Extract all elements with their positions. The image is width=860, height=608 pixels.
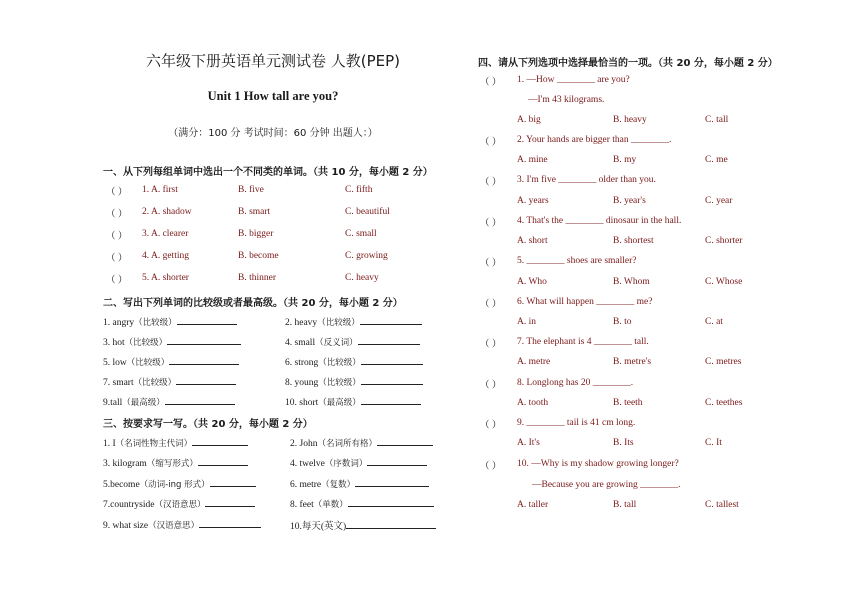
question-text: 5. ________ shoes are smaller? [517,256,637,266]
hint: （汉语意思） [148,521,200,531]
list-item [285,375,423,388]
option-c: C. small [345,229,377,239]
option-b: B. thinner [238,273,276,283]
option-a: A. metre [517,357,551,367]
word: 5. low [103,358,127,368]
answer-blank[interactable] [198,456,248,466]
list-item [103,456,248,469]
hint: （汉语意思） [154,500,206,510]
answer-blank[interactable] [346,519,436,529]
option-a: A. short [517,236,548,246]
answer-paren[interactable]: （ ） [480,340,502,350]
answer-blank[interactable] [169,355,239,365]
hint: （动词-ing 形式） [139,480,210,490]
option-a: A. Who [517,277,547,287]
question-text-2: —I'm 43 kilograms. [528,95,605,105]
word: 6. metre [290,480,322,490]
option-c: C. at [705,317,723,327]
word: 10.每天(英文) [290,522,347,532]
answer-paren[interactable]: （ ） [106,276,128,286]
option-b: B. heavy [613,115,647,125]
option-b: B. to [613,317,632,327]
word: 5.become [103,480,140,490]
hint: （比较级） [318,378,361,388]
answer-blank[interactable] [377,436,433,446]
answer-paren[interactable]: （ ） [106,210,128,220]
option-c: C. Whose [705,277,743,287]
option-b: B. smart [238,207,271,217]
hint: （单数） [313,500,348,510]
hint: （比较级） [133,378,177,388]
option-a: A. in [517,317,536,327]
option-a: A. It's [517,438,540,448]
word: 2. heavy [285,318,318,328]
answer-paren[interactable]: （ ） [480,138,502,148]
list-item [103,395,235,408]
answer-blank[interactable] [360,315,422,325]
option-b: B. year's [613,196,646,206]
option-c: C. tall [705,115,729,125]
word: 8. feet [290,500,314,510]
list-item [285,395,421,408]
section3-heading: 三、按要求写一写。（共 20 分，每小题 2 分） [103,419,313,430]
word: 3. kilogram [103,459,147,469]
option-b: B. Whom [613,277,650,287]
option-c: C. year [705,196,733,206]
list-item [103,335,241,348]
hint: （比较级） [126,358,170,368]
section2-heading: 二、写出下列单词的比较级或者最高级。（共 20 分，每小题 2 分） [103,298,403,309]
option-b: B. metre's [613,357,652,367]
list-item [285,335,420,348]
word: 1. I [103,439,116,449]
answer-paren[interactable]: （ ） [106,188,128,198]
hint: （比较级） [318,358,361,368]
hint: （名词性物主代词） [115,439,193,449]
question-text: 9. ________ tail is 41 cm long. [517,418,636,428]
answer-paren[interactable]: （ ） [106,232,128,242]
question-text: 7. The elephant is 4 ________ tall. [517,337,649,347]
option-c: C. beautiful [345,207,390,217]
answer-paren[interactable]: （ ） [480,381,502,391]
hint: （比较级） [134,318,177,328]
list-item [285,355,423,368]
word: 9. what size [103,521,149,531]
word: 2. John [290,439,318,449]
exam-meta: （满分：100 分 考试时间：60 分钟 出题人：） [168,128,378,139]
option-b: B. five [238,185,264,195]
section4-heading: 四、请从下列选项中选择最恰当的一项。（共 20 分，每小题 2 分） [478,58,778,69]
hint: （反义词） [315,338,358,348]
option-c: C. shorter [705,236,743,246]
answer-paren[interactable]: （ ） [480,421,502,431]
word: 7. smart [103,378,134,388]
option-c: C. metres [705,357,742,367]
option-b: B. become [238,251,279,261]
hint: （复数） [321,480,356,490]
option-b: B. teeth [613,398,643,408]
answer-paren[interactable]: （ ） [480,219,502,229]
question-text: 10. —Why is my shadow growing longer? [517,459,679,469]
question-text: 1. —How ________ are you? [517,75,630,85]
word: 7.countryside [103,500,155,510]
hint: （最高级） [122,398,165,408]
option-c: C. teethes [705,398,743,408]
question-text: 4. That's the ________ dinosaur in the hall. [517,216,682,226]
word: 8. young [285,378,319,388]
word: 9.tall [103,398,123,408]
hint: （名词所有格） [317,439,377,449]
hint: （比较级） [124,338,168,348]
option-a: 2. A. shadow [142,207,192,217]
answer-paren[interactable]: （ ） [480,259,502,269]
list-item [290,456,427,469]
option-c: C. fifth [345,185,373,195]
option-a: 3. A. clearer [142,229,189,239]
word: 1. angry [103,318,135,328]
answer-blank[interactable] [355,477,429,487]
list-item [103,477,256,490]
option-c: C. me [705,155,728,165]
question-text-2: —Because you are growing ________. [532,480,681,490]
list-item [290,477,429,490]
list-item [103,375,236,388]
list-item [103,355,239,368]
option-a: A. taller [517,500,549,510]
answer-blank[interactable] [358,335,420,345]
answer-blank[interactable] [165,395,235,405]
option-c: C. heavy [345,273,379,283]
page-title: 六年级下册英语单元测试卷 人教(PEP) [145,52,401,70]
answer-blank[interactable] [361,355,423,365]
word: 10. short [285,398,319,408]
list-item [103,436,248,449]
option-c: C. tallest [705,500,739,510]
hint: （缩写形式） [146,459,198,469]
answer-paren[interactable]: （ ） [480,78,502,88]
option-c: C. growing [345,251,388,261]
option-b: B. my [613,155,637,165]
hint: （最高级） [318,398,361,408]
answer-paren[interactable]: （ ） [480,300,502,310]
answer-blank[interactable] [210,477,256,487]
option-a: 1. A. first [142,185,178,195]
list-item [103,315,237,328]
option-a: A. years [517,196,549,206]
word: 4. small [285,338,316,348]
list-item [103,497,255,510]
list-item [290,518,436,532]
hint: （比较级） [317,318,360,328]
question-text: 8. Longlong has 20 ________. [517,378,634,388]
list-item [285,315,422,328]
list-item [290,497,434,510]
answer-blank[interactable] [177,315,237,325]
option-a: A. tooth [517,398,549,408]
answer-blank[interactable] [367,456,427,466]
option-b: B. shortest [613,236,654,246]
unit-title: Unit 1 How tall are you? [207,89,339,103]
answer-paren[interactable]: （ ） [480,178,502,188]
question-text: 3. I'm five ________ older than you. [517,175,656,185]
list-item [290,436,433,449]
section1-heading: 一、从下列每组单词中选出一个不同类的单词。（共 10 分，每小题 2 分） [103,167,433,178]
option-a: A. big [517,115,541,125]
question-text: 2. Your hands are bigger than ________. [517,135,672,145]
hint: （序数词） [324,459,368,469]
word: 4. twelve [290,459,325,469]
answer-blank[interactable] [167,335,241,345]
answer-blank[interactable] [205,497,255,507]
answer-blank[interactable] [192,436,248,446]
option-a: A. mine [517,155,548,165]
answer-blank[interactable] [361,375,423,385]
option-c: C. It [705,438,722,448]
option-b: B. tall [613,500,637,510]
answer-paren[interactable]: （ ） [480,462,502,472]
answer-blank[interactable] [176,375,236,385]
option-b: B. bigger [238,229,274,239]
word: 6. strong [285,358,319,368]
option-a: 5. A. shorter [142,273,189,283]
answer-paren[interactable]: （ ） [106,254,128,264]
answer-blank[interactable] [199,518,261,528]
option-b: B. Its [613,438,634,448]
answer-blank[interactable] [348,497,434,507]
word: 3. hot [103,338,125,348]
answer-blank[interactable] [361,395,421,405]
list-item [103,518,261,531]
option-a: 4. A. getting [142,251,189,261]
question-text: 6. What will happen ________ me? [517,297,653,307]
